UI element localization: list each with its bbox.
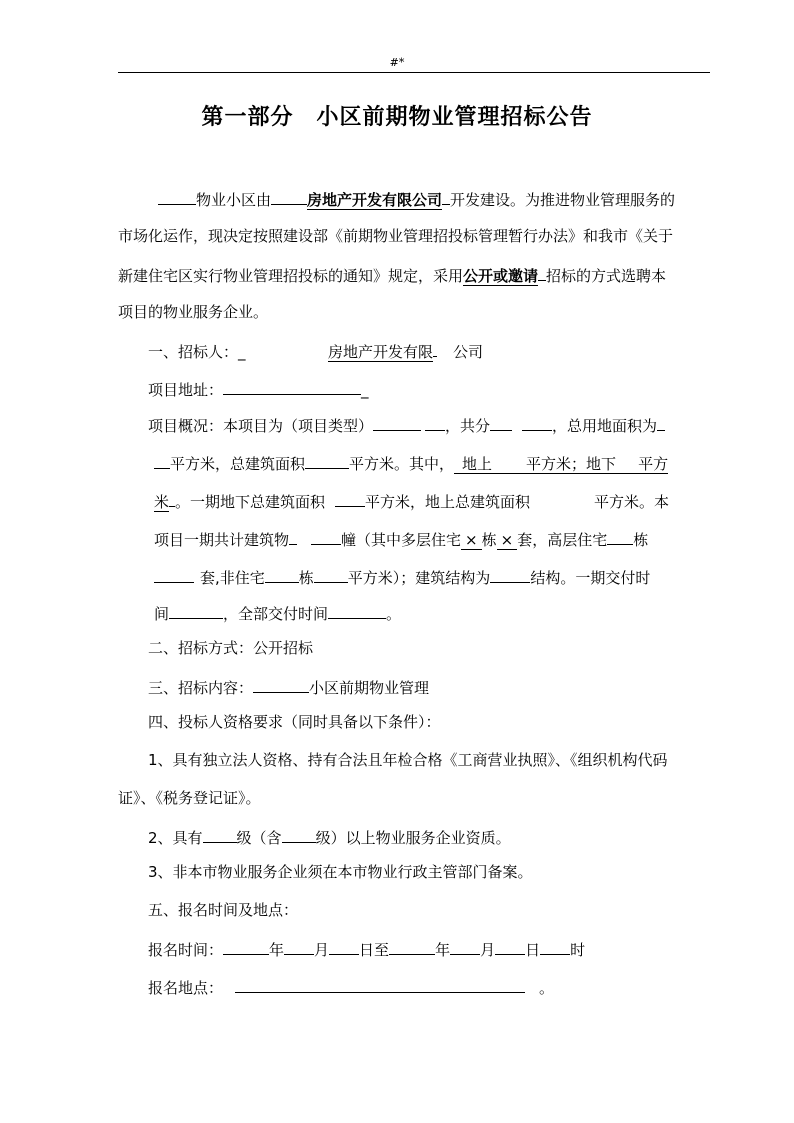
overview-text: 项目一期共计建筑物 <box>154 531 290 549</box>
overview-text: 套,非住宅 <box>200 569 265 587</box>
blank-day-2 <box>495 938 525 955</box>
blank <box>657 414 665 431</box>
overview-text: 幢（其中多层住宅 <box>341 531 462 549</box>
requirement-text: 级（含 <box>236 829 282 847</box>
overview-text: 平方米。本 <box>594 493 670 511</box>
overview-text: 。一期地下总建筑面积 <box>175 493 326 511</box>
requirement-2-line <box>148 826 511 848</box>
overview-text: 栋 <box>633 531 649 549</box>
requirement-text: 级）以上物业服务企业资质。 <box>315 829 511 847</box>
blank-month-2 <box>450 938 480 955</box>
year-label: 年 <box>269 941 285 959</box>
overview-text: 平方米）；建筑结构为 <box>347 569 491 587</box>
overview-text: ，总用地面积为 <box>552 417 658 435</box>
tenderer-name: 房地产开发有限 <box>328 343 434 361</box>
blank <box>289 528 297 545</box>
content-label: 三、招标内容： <box>148 679 254 697</box>
overview-line-3 <box>154 490 669 512</box>
cross-mark: × <box>500 531 514 549</box>
developer-name: 房地产开发有限公司 <box>307 191 443 209</box>
blank-non-residential-area <box>314 566 348 583</box>
blank-land-area <box>154 452 170 469</box>
day-to-label: 日至 <box>359 941 390 959</box>
bidder-requirements-heading: 四、投标人资格要求（同时具备以下条件）： <box>148 713 441 731</box>
blank-project-type <box>373 414 421 431</box>
blank-non-residential <box>265 566 299 583</box>
overview-text: 间 <box>154 605 170 623</box>
blank-grade-incl <box>282 826 316 843</box>
multi-storey-sets <box>497 531 518 550</box>
overview-text: 米 <box>154 493 170 511</box>
registration-time-line <box>148 938 585 960</box>
tender-content-line <box>148 676 429 698</box>
blank: _ <box>238 343 246 361</box>
page-title: 第一部分 小区前期物业管理招标公告 <box>201 104 593 130</box>
intro-text: 开发建设。为推进物业管理服务的 <box>450 191 676 209</box>
intro-text: 物业小区由 <box>196 191 272 209</box>
project-address-line <box>148 378 369 400</box>
header-mark: #* <box>389 56 405 69</box>
multi-storey-count <box>461 531 482 550</box>
month-label: 月 <box>480 941 496 959</box>
header-rule <box>118 72 710 73</box>
overview-line-4 <box>154 528 648 550</box>
blank-building-count <box>311 528 341 545</box>
intro-text: 招标的方式选聘本 <box>546 267 667 285</box>
tender-method: 公开或邀请 <box>463 267 539 285</box>
blank <box>433 340 437 357</box>
blank-community-name <box>158 188 196 205</box>
intro-line-1 <box>158 188 675 210</box>
blank-phase-count <box>522 414 552 431</box>
blank <box>442 188 450 205</box>
blank-year-2 <box>389 938 435 955</box>
overview-line-5 <box>154 566 650 588</box>
blank-high-rise <box>607 528 633 545</box>
address-label: 项目地址： <box>148 381 224 399</box>
blank <box>538 264 546 281</box>
overview-text: 平方米；地下 <box>526 455 617 473</box>
intro-line-4: 项目的物业服务企业。 <box>118 303 269 321</box>
blank <box>425 414 445 431</box>
blank-structure <box>490 566 530 583</box>
cross-mark: × <box>465 531 478 549</box>
tenderer-label: 一、招标人： <box>148 343 239 361</box>
hour-label: 时 <box>570 941 586 959</box>
blank-high-rise-sets <box>154 566 194 583</box>
blank-month <box>284 938 314 955</box>
intro-text: 新建住宅区实行物业管理招投标的通知》规定，采用 <box>118 267 464 285</box>
blank-community <box>253 676 309 693</box>
overview-text: 平方米，地上总建筑面积 <box>365 493 531 511</box>
above-ground-underlined <box>454 455 668 474</box>
intro-line-3 <box>118 264 666 286</box>
blank-place <box>235 976 525 993</box>
overview-text: ，全部交付时间 <box>223 605 329 623</box>
overview-text: 。 <box>386 605 402 623</box>
registration-time-label: 报名时间： <box>148 941 224 959</box>
blank <box>490 414 512 431</box>
blank <box>271 188 307 205</box>
year-label: 年 <box>435 941 451 959</box>
blank-underground-area <box>335 490 365 507</box>
overview-line-6 <box>154 602 401 624</box>
overview-text: ，共分 <box>445 417 491 435</box>
day-label: 日 <box>525 941 541 959</box>
overview-text: 平方米，总建筑面积 <box>170 455 306 473</box>
overview-text: 平方米。其中， <box>349 455 455 473</box>
tender-method-line: 二、招标方式：公开招标 <box>148 639 314 657</box>
requirement-3-line: 3、非本市物业服务企业须在本市物业行政主管部门备案。 <box>148 863 533 881</box>
overview-line-2 <box>154 452 668 474</box>
overview-text: 项目概况：本项目为（项目类型） <box>148 417 374 435</box>
overview-text: 结构。一期交付时 <box>530 569 651 587</box>
blank-full-delivery <box>328 602 386 619</box>
overview-line-1 <box>148 414 665 436</box>
content-value: 小区前期物业管理 <box>309 679 430 697</box>
registration-place-label: 报名地点： <box>148 979 224 997</box>
intro-line-2: 市场化运作，现决定按照建设部《前期物业管理招投标管理暂行办法》和我市《关于 <box>118 227 674 245</box>
blank-grade <box>203 826 237 843</box>
blank-phase1-delivery <box>169 602 223 619</box>
blank-day <box>329 938 359 955</box>
period: 。 <box>539 979 555 997</box>
blank-hour <box>540 938 570 955</box>
overview-text: 栋 <box>481 531 497 549</box>
tenderer-line <box>148 340 483 362</box>
above-ground-label: 地上 <box>462 455 493 473</box>
overview-text: 栋 <box>298 569 314 587</box>
tenderer-suffix: 公司 <box>453 343 484 361</box>
blank-address <box>223 378 361 395</box>
registration-place-line <box>148 976 554 998</box>
blank-total-area <box>305 452 349 469</box>
month-label: 月 <box>314 941 330 959</box>
blank: _ <box>361 381 369 399</box>
requirement-1-line-1: 1、具有独立法人资格、持有合法且年检合格《工商营业执照》、《组织机构代码 <box>148 751 668 769</box>
blank-year <box>223 938 269 955</box>
requirement-1-line-2: 证》、《税务登记证》。 <box>118 789 261 807</box>
overview-text: 套，高层住宅 <box>517 531 608 549</box>
requirement-text: 2、具有 <box>148 829 203 847</box>
overview-text: 平方 <box>638 455 669 473</box>
registration-heading: 五、报名时间及地点： <box>148 901 299 919</box>
